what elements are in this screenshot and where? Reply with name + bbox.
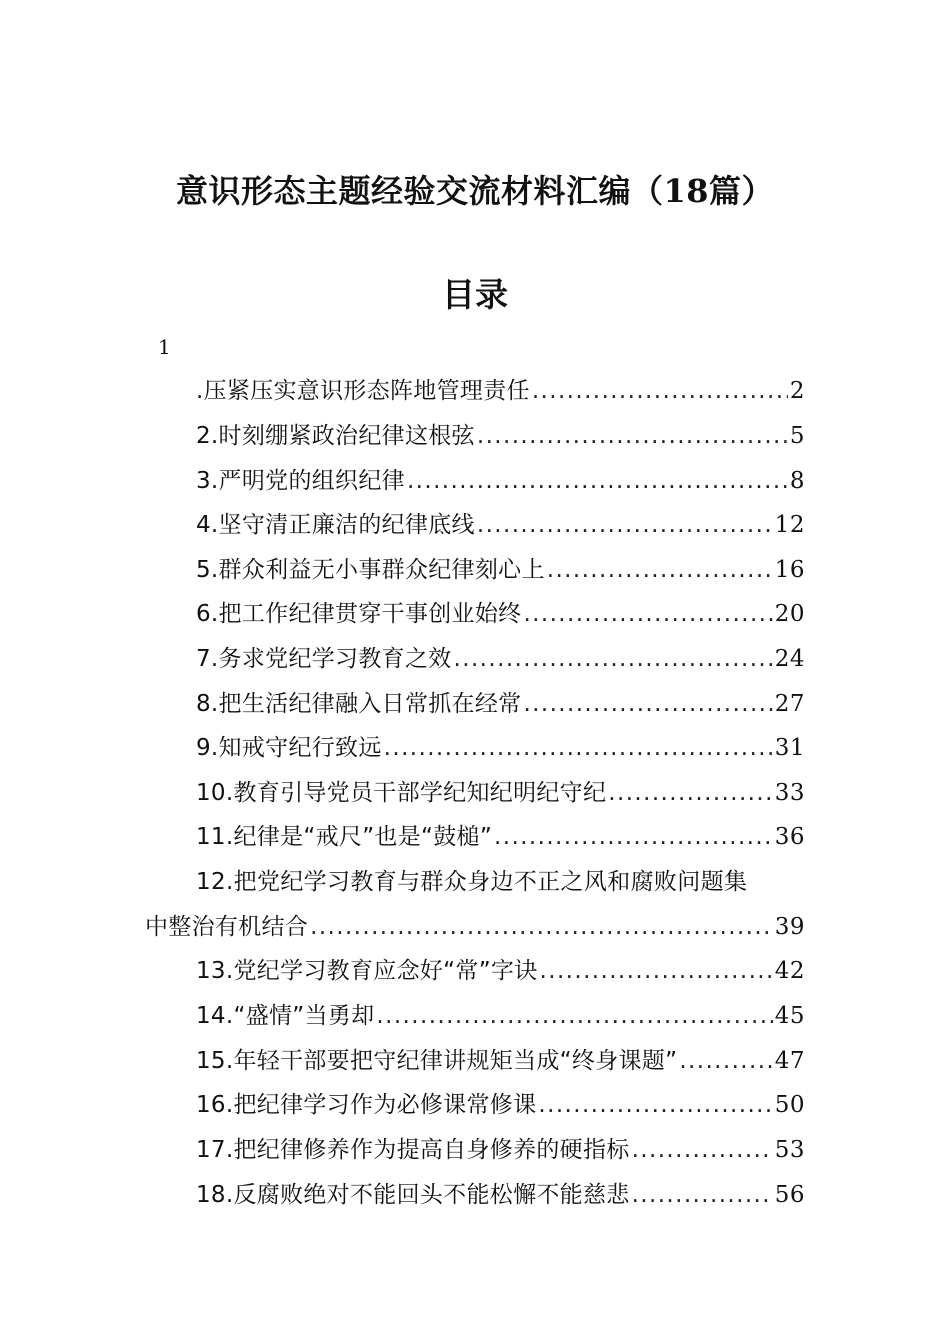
- toc-entry-title: 4.坚守清正廉洁的纪律底线: [196, 512, 475, 538]
- toc-entry-page: 8: [789, 468, 805, 494]
- toc-entry-title: .压紧压实意识形态阵地管理责任: [196, 378, 530, 404]
- toc-heading: 目录: [442, 275, 508, 314]
- toc-entry[interactable]: [196, 955, 805, 987]
- toc-entry-page: 24: [774, 646, 805, 672]
- toc-dot-leader: [523, 598, 772, 630]
- toc-dot-leader: [384, 732, 773, 764]
- toc-entry-page: 53: [774, 1137, 805, 1163]
- toc-entry[interactable]: [196, 732, 805, 764]
- toc-dot-leader: [376, 1000, 772, 1032]
- toc-dot-leader: [679, 1045, 772, 1077]
- toc-entry-title: 2.时刻绷紧政治纪律这根弦: [196, 423, 475, 449]
- toc-entry[interactable]: [196, 509, 805, 541]
- toc-entry-title: 6.把工作纪律贯穿干事创业始终: [196, 601, 522, 627]
- toc-entry-page: 33: [774, 780, 805, 806]
- toc-entry[interactable]: [196, 1179, 805, 1211]
- toc-entry-title: 9.知戒守纪行致远: [196, 735, 382, 761]
- toc-entry[interactable]: [196, 420, 805, 452]
- toc-entry-page: 2: [789, 378, 805, 404]
- toc-entry[interactable]: [196, 777, 805, 809]
- toc-entry[interactable]: [196, 1089, 805, 1121]
- toc-dot-leader: [540, 955, 773, 987]
- toc-entry-title: 5.群众利益无小事群众纪律刻心上: [196, 557, 545, 583]
- toc-entry-page: 39: [774, 914, 805, 940]
- toc-entry-title: 7.务求党纪学习教育之效: [196, 646, 452, 672]
- toc-entry-page: 36: [774, 824, 805, 850]
- stray-page-number: 1: [158, 335, 171, 359]
- toc-entry-title: 15.年轻干部要把守纪律讲规矩当成“终身课题”: [196, 1048, 678, 1074]
- toc-dot-leader: [494, 821, 773, 853]
- toc-dot-leader: [477, 420, 788, 452]
- toc-entry-wrapped-line[interactable]: 12.把党纪学习教育与群众身边不正之风和腐败问题集: [196, 869, 748, 895]
- toc-dot-leader: [310, 911, 773, 943]
- toc-entry[interactable]: [196, 1000, 805, 1032]
- toc-entry-page: 42: [774, 958, 805, 984]
- toc-entry[interactable]: [196, 643, 805, 675]
- toc-entry-title: 中整治有机结合: [145, 914, 309, 940]
- toc-entry-title: 14.“盛情”当勇却: [196, 1003, 375, 1029]
- toc-dot-leader: [608, 777, 772, 809]
- toc-entry[interactable]: [196, 465, 805, 497]
- toc-entry-title: 11.纪律是“戒尺”也是“鼓槌”: [196, 824, 493, 850]
- toc-dot-leader: [532, 375, 788, 407]
- toc-entry-title: 13.党纪学习教育应念好“常”字诀: [196, 958, 538, 984]
- toc-entry[interactable]: [196, 688, 805, 720]
- toc-entry-title: 10.教育引导党员干部学纪知纪明纪守纪: [196, 780, 607, 806]
- toc-entry[interactable]: [196, 598, 805, 630]
- toc-entry-page: 27: [774, 691, 805, 717]
- toc-entry-title: 16.把纪律学习作为必修课常修课: [196, 1092, 537, 1118]
- toc-entry-page: 16: [774, 557, 805, 583]
- toc-entry[interactable]: [196, 1134, 805, 1166]
- toc-entry-title: 18.反腐败绝对不能回头不能松懈不能慈悲: [196, 1182, 630, 1208]
- toc-entry-page: 12: [774, 512, 805, 538]
- toc-entry[interactable]: [196, 1045, 805, 1077]
- toc-dot-leader: [523, 688, 772, 720]
- toc-entry[interactable]: [196, 554, 805, 586]
- toc-dot-leader: [477, 509, 773, 541]
- toc-entry-title: 3.严明党的组织纪律: [196, 468, 405, 494]
- toc-entry[interactable]: [196, 375, 805, 407]
- toc-dot-leader: [632, 1179, 773, 1211]
- toc-entry-page: 5: [789, 423, 805, 449]
- document-title: 意识形态主题经验交流材料汇编（18篇）: [175, 172, 775, 210]
- toc-entry-page: 31: [774, 735, 805, 761]
- toc-entry-title: 17.把纪律修养作为提高自身修养的硬指标: [196, 1137, 630, 1163]
- toc-entry-page: 50: [774, 1092, 805, 1118]
- toc-entry-page: 45: [774, 1003, 805, 1029]
- toc-dot-leader: [547, 554, 773, 586]
- toc-dot-leader: [538, 1089, 772, 1121]
- toc-entry-title: 8.把生活纪律融入日常抓在经常: [196, 691, 522, 717]
- toc-dot-leader: [454, 643, 773, 675]
- toc-entry-page: 20: [774, 601, 805, 627]
- toc-entry[interactable]: [196, 821, 805, 853]
- toc-dot-leader: [407, 465, 788, 497]
- toc-entry-page: 56: [774, 1182, 805, 1208]
- toc-entry-page: 47: [774, 1048, 805, 1074]
- toc-entry[interactable]: [145, 911, 805, 943]
- toc-dot-leader: [632, 1134, 773, 1166]
